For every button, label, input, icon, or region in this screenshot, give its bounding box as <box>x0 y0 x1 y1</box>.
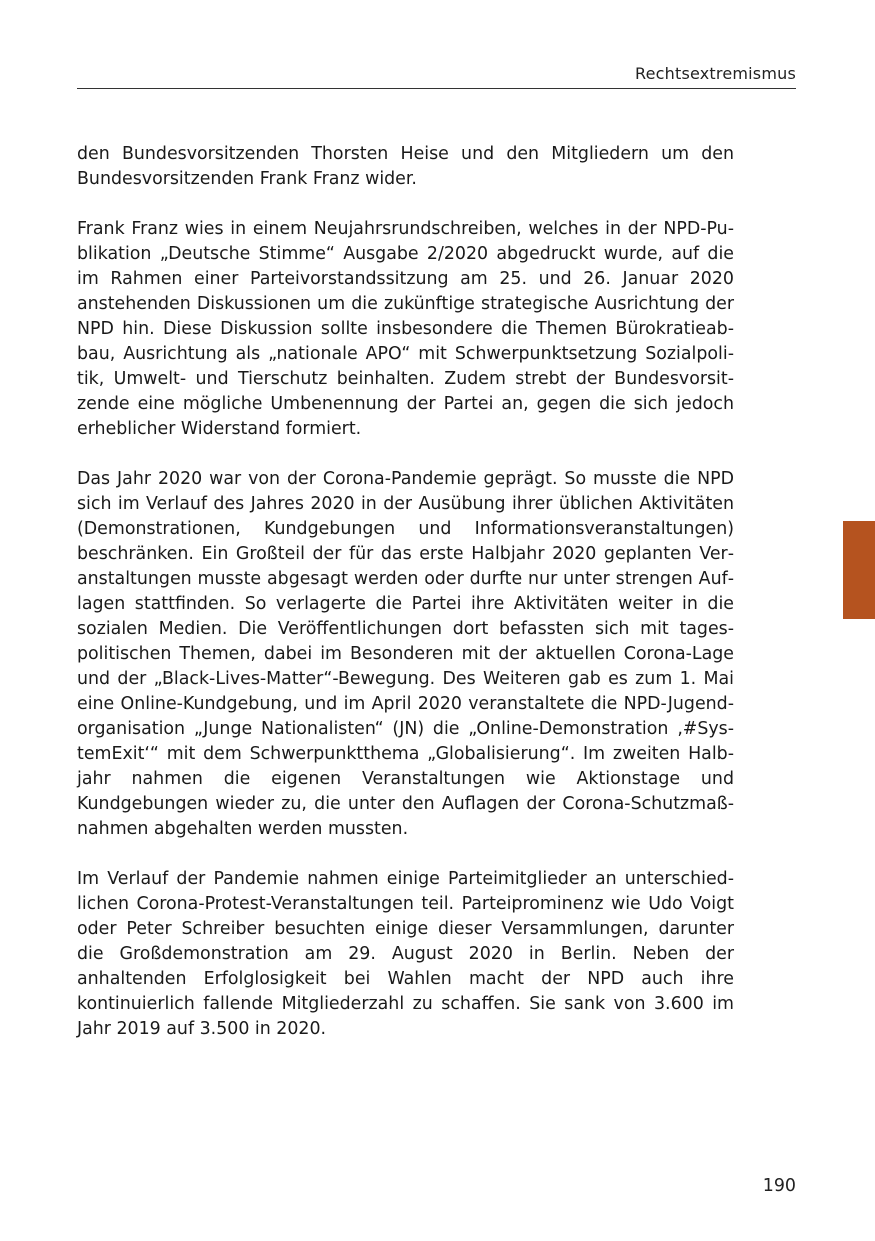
body-text <box>77 142 734 1067</box>
paragraph-2: Frank Franz wies in einem Neujahrsrundschreiben, welches in der NPD-Publikation „Deutsche Stimme“ Ausgabe 2/2020 abgedruckt wurde, auf die im Rahmen einer Parteivorstandssitzung am 25. und 26. Januar 2020 anstehenden Diskussionen um die zukünftige strategische Ausrichtung der NPD hin. Diese Diskussion sollte insbesondere die Themen Bürokratieabbau, Ausrichtung als „nationale APO“ mit Schwerpunktsetzung Sozialpolitik, Umwelt- und Tierschutz beinhalten. Zudem strebt der Bundesvorsitzende eine mögliche Umbenennung der Partei an, gegen die sich jedoch erheblicher Widerstand formiert. <box>77 219 734 439</box>
paragraph-4: Im Verlauf der Pandemie nahmen einige Parteimitglieder an unterschiedlichen Corona-Protest-Veranstaltungen teil. Parteiprominenz wie Udo Voigt oder Peter Schreiber besuchten einige dieser Versammlungen, darunter die Großdemonstration am 29. August 2020 in Berlin. Neben der anhaltenden Erfolglosigkeit bei Wahlen macht der NPD auch ihre kontinuierlich fallende Mitgliederzahl zu schaffen. Sie sank von 3.600 im Jahr 2019 auf 3.500 in 2020. <box>77 869 734 1039</box>
paragraph-1: den Bundesvorsitzenden Thorsten Heise und den Mitgliedern um den Bundesvorsitzenden Frank Franz wider. <box>77 144 734 189</box>
running-header <box>77 62 796 89</box>
chapter-tab-marker <box>843 521 875 619</box>
header-title: Rechtsextremismus <box>635 64 796 83</box>
paragraph-3: Das Jahr 2020 war von der Corona-Pandemie geprägt. So musste die NPD sich im Verlauf des Jahres 2020 in der Ausübung ihrer üblichen Aktivitäten (Demonstrationen, Kundgebungen und Informationsveranstaltungen) beschränken. Ein Großteil der für das erste Halbjahr 2020 geplanten Veranstaltungen musste abgesagt werden oder durfte nur unter strengen Auflagen stattfinden. So verlagerte die Partei ihre Aktivitäten weiter in die sozialen Medien. Die Veröffentlichungen dort befassten sich mit tagespolitischen Themen, dabei im Besonderen mit der aktuellen Corona-Lage und der „Black-Lives-Matter“-Bewegung. Des Weiteren gab es zum 1. Mai eine Online-Kundgebung, und im April 2020 veranstaltete die NPD-Jugendorganisation „Junge Nationalisten“ (JN) die „Online-Demonstration ‚#SystemExit‘“ mit dem Schwerpunktthema „Globalisierung“. Im zweiten Halbjahr nahmen die eigenen Veranstaltungen wie Aktionstage und Kundgebungen wieder zu, die unter den Auflagen der Corona-Schutzmaßnahmen abgehalten werden mussten. <box>77 469 734 839</box>
page-number: 190 <box>762 1176 796 1196</box>
